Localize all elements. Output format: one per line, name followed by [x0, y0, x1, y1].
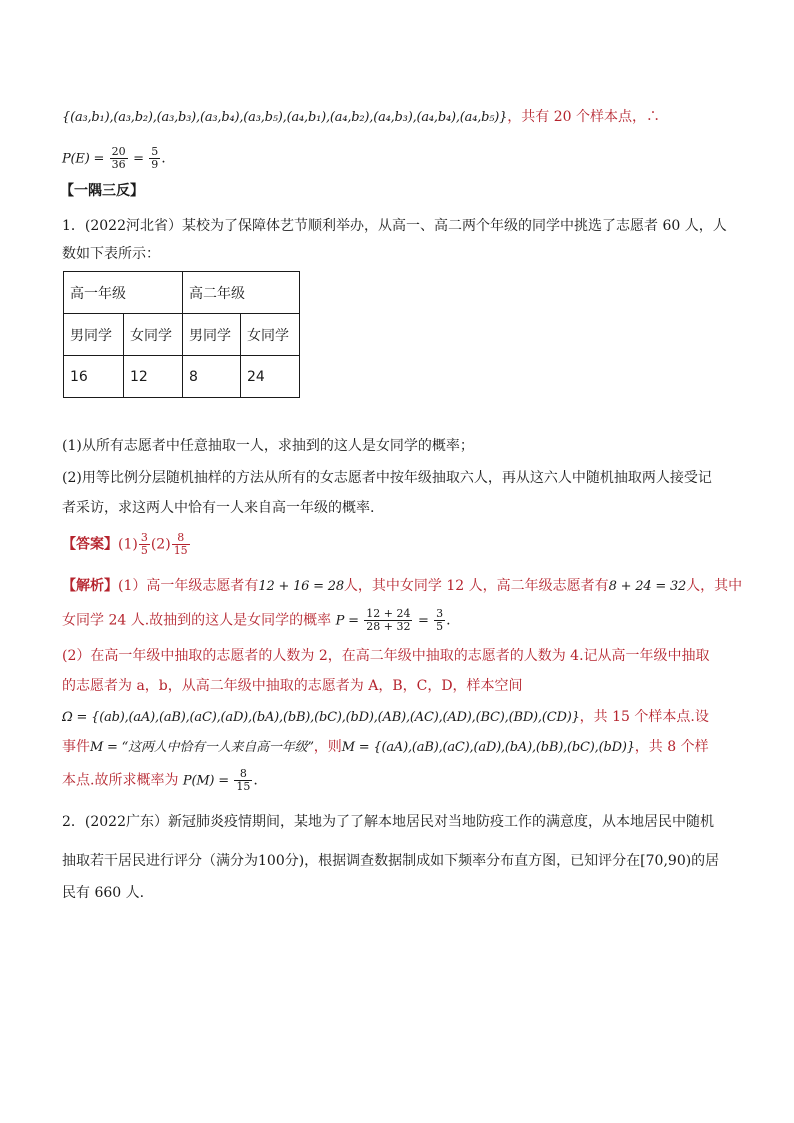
fraction-20-36: $\frac{20}{36}$ — [111, 145, 126, 171]
sample-space-line — [62, 107, 660, 128]
value-male-1: 16 — [64, 356, 124, 398]
q1-part1: (1)从所有志愿者中任意抽取一人，求抽到的这人是女同学的概率； — [62, 438, 474, 454]
analysis-line6: 事件M = “这两人中恰有一人来自高一年级”，则M = {(aA),(aB),(aC),(aD),(bA),(bB),(bC),(bD)}，共 8 个样 — [62, 739, 709, 755]
fraction-3-5: $\frac{3}{5}$ — [436, 607, 444, 633]
answer-part2-mark: (2) — [150, 536, 171, 553]
sub-female-1: 女同学 — [124, 314, 183, 356]
analysis-line4: 的志愿者为 a，b，从高二年级中抽取的志愿者为 A，B，C，D，样本空间 — [62, 678, 523, 694]
header-grade-1: 高一年级 — [64, 272, 183, 314]
analysis-line2: 女同学 24 人.故抽到的这人是女同学的概率 P = $\frac{12 + 24}{28 + 32}$ = $\frac{3}{5}$ . — [62, 607, 451, 633]
value-female-1: 12 — [124, 356, 183, 398]
answer-label: 【答案】 — [62, 536, 118, 553]
sample-space-omega: Ω = {(ab),(aA),(aB),(aC),(aD),(bA),(bB),(bC),(bD),(AB),(AC),(AD),(BC),(BD),(CD)} — [62, 710, 580, 725]
analysis-line1: 【解析】(1）高一年级志愿者有12 + 16 = 28人，其中女同学 12 人，高二年级志愿者有8 + 24 = 32人，其中 — [62, 578, 743, 594]
analysis-label: 【解析】 — [62, 578, 118, 594]
equals-sign: = — [133, 151, 144, 167]
value-female-2: 24 — [241, 356, 300, 398]
sub-female-2: 女同学 — [241, 314, 300, 356]
probability-e-line — [62, 146, 166, 171]
sample-count-text: ，共有 20 个样本点，∴ — [507, 109, 660, 125]
q2-stem-line1: 2．(2022广东）新冠肺炎疫情期间，某地为了了解本地居民对当地防疫工作的满意度，从本地居民中随机 — [62, 814, 714, 830]
q1-stem-line1: 1．(2022河北省）某校为了保障体艺节顺利举办，从高一、高二两个年级的同学中挑选了志愿者 60 人，人 — [62, 218, 727, 234]
section-title: 【一隅三反】 — [60, 183, 144, 199]
q2-stem-line3: 民有 660 人. — [62, 885, 145, 901]
sub-male-1: 男同学 — [64, 314, 124, 356]
q2-stem-line2: 抽取若干居民进行评分（满分为100分)，根据调查数据制成如下频率分布直方图，已知评分在[70,90)的居 — [62, 853, 720, 869]
fraction-8-15: $\frac{8}{15}$ — [236, 767, 251, 793]
answer-line — [62, 532, 191, 557]
fraction-12plus24: $\frac{12 + 24}{28 + 32}$ — [366, 607, 411, 633]
value-male-2: 8 — [183, 356, 241, 398]
volunteer-table — [63, 271, 300, 398]
header-grade-2: 高二年级 — [183, 272, 300, 314]
analysis-line7: 本点.故所求概率为 P(M) = $\frac{8}{15}$ . — [62, 767, 258, 793]
answer-part1-mark: (1) — [118, 536, 138, 553]
q1-stem-line2: 数如下表所示： — [62, 246, 160, 262]
fraction-5-9: $\frac{5}{9}$ — [151, 145, 159, 171]
answer-fraction-3-5: $\frac{3}{5}$ — [140, 531, 148, 557]
answer-fraction-8-15: $\frac{8}{15}$ — [173, 531, 188, 557]
sample-pairs: {(a₃,b₁),(a₃,b₂),(a₃,b₃),(a₃,b₄),(a₃,b₅),(a₄,b₁),(a₄,b₂),(a₄,b₃),(a₄,b₄),(a₄,b₅)} — [62, 110, 508, 125]
period: . — [161, 150, 166, 167]
q1-part2-line2: 者采访，求这两人中恰有一人来自高一年级的概率. — [62, 500, 375, 516]
analysis-line5: Ω = {(ab),(aA),(aB),(aC),(aD),(bA),(bB),(bC),(bD),(AB),(AC),(AD),(BC),(BD),(CD)}，共 15 个样本点.设 — [62, 709, 709, 725]
prob-e-lhs: P(E) = — [62, 151, 105, 167]
analysis-line3: (2）在高一年级中抽取的志愿者的人数为 2，在高二年级中抽取的志愿者的人数为 4.记从高一年级中抽取 — [62, 648, 710, 664]
sub-male-2: 男同学 — [183, 314, 241, 356]
q1-part2-line1: (2)用等比例分层随机抽样的方法从所有的女志愿者中按年级抽取六人，再从这六人中随机抽取两人接受记 — [62, 470, 712, 486]
